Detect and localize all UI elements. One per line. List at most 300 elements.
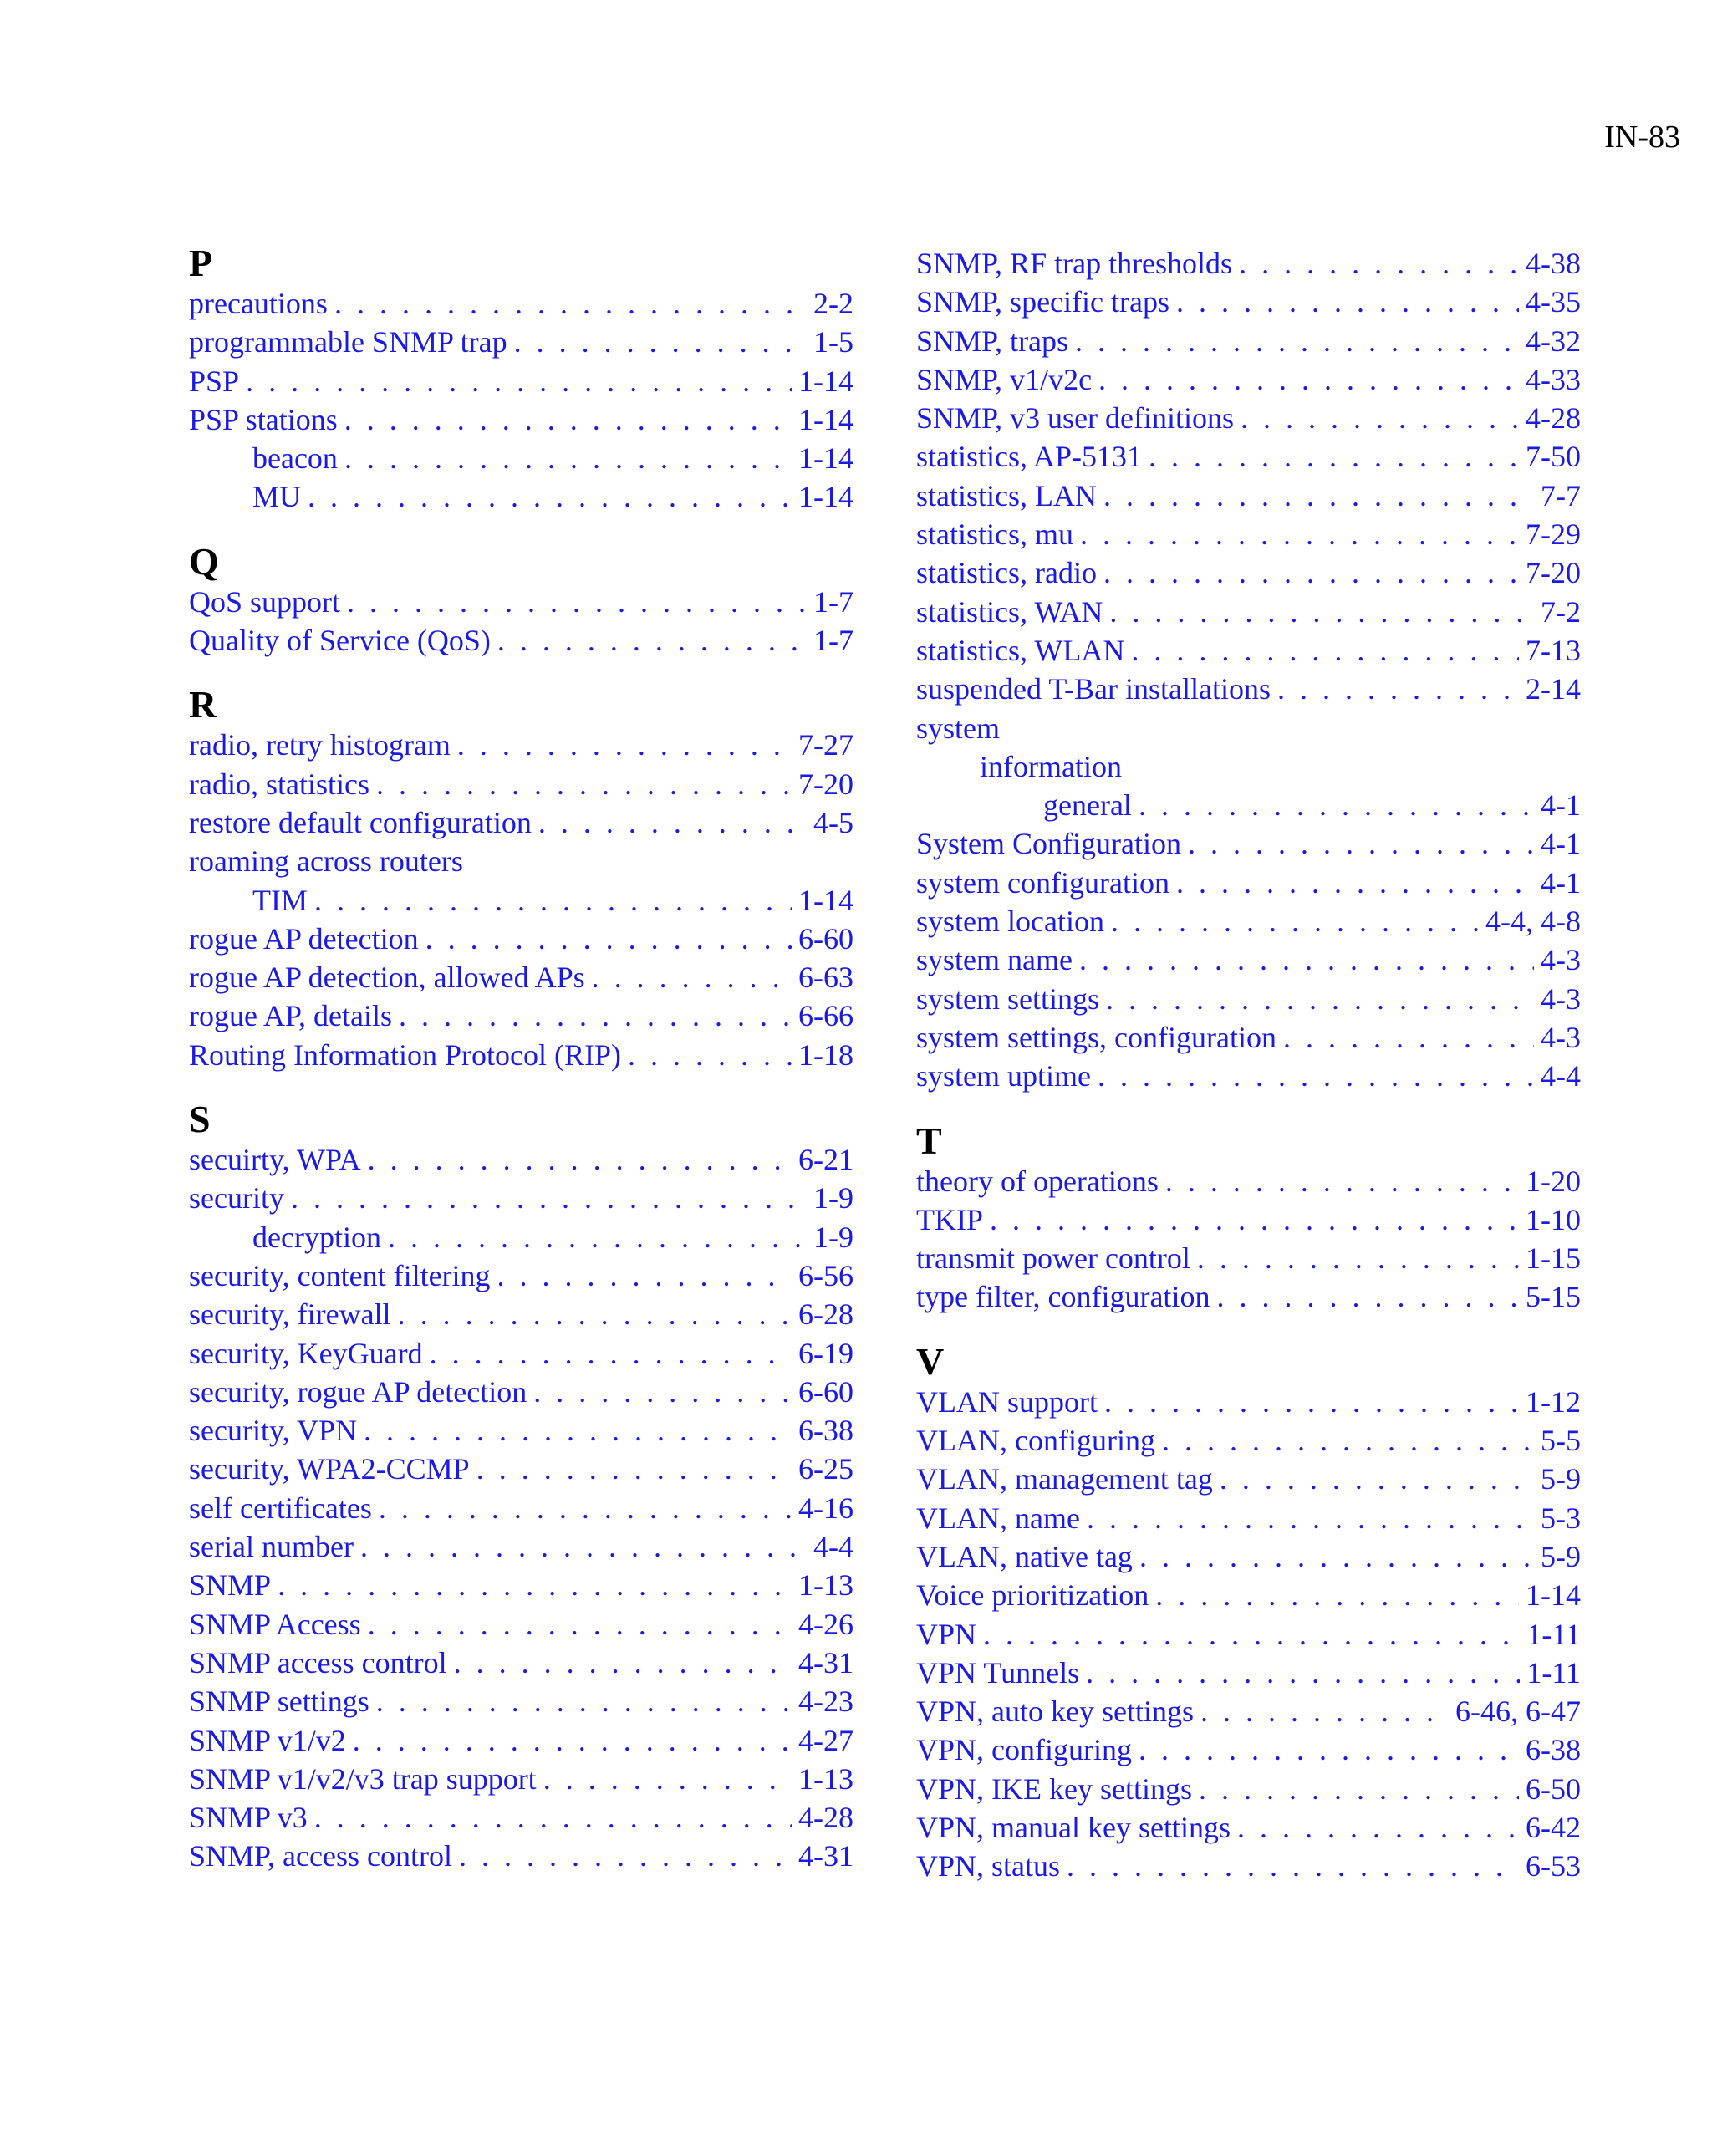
page-number: IN-83 [1604, 120, 1680, 155]
dot-leader [1165, 1162, 1519, 1200]
index-page-link[interactable]: 1-12 [1526, 1384, 1581, 1419]
index-term-link[interactable]: Routing Information Protocol (RIP) [189, 1037, 621, 1072]
index-term-link[interactable]: security, rogue AP detection [189, 1374, 527, 1409]
index-page-link[interactable]: 6-38 [798, 1414, 853, 1448]
index-term-link[interactable]: rogue AP, details [189, 999, 392, 1033]
dot-leader [353, 1721, 792, 1760]
index-term-link[interactable]: VLAN support [916, 1384, 1098, 1419]
dot-leader [1162, 1421, 1534, 1460]
index-page-link[interactable]: 6-21 [798, 1143, 853, 1177]
index-term-link[interactable]: VPN, IKE key settings [916, 1771, 1192, 1806]
index-entry[interactable] [189, 881, 853, 920]
index-entry[interactable] [189, 323, 853, 361]
index-term-link[interactable]: SNMP [189, 1568, 272, 1603]
dot-leader [398, 1295, 792, 1333]
index-term-link[interactable]: statistics, mu [916, 517, 1073, 552]
index-page-link[interactable]: 4-1 [1541, 865, 1581, 900]
index-term-link[interactable]: Voice prioritization [916, 1578, 1149, 1613]
index-term-link[interactable]: MU [252, 480, 302, 514]
dot-leader [1103, 477, 1534, 515]
index-entry[interactable] [916, 670, 1581, 708]
index-term-link[interactable]: SNMP v3 [189, 1801, 308, 1835]
index-page-link[interactable]: 1-14 [798, 883, 853, 917]
dot-leader [344, 400, 792, 439]
index-entry[interactable] [916, 1018, 1581, 1057]
index-entry[interactable] [916, 1730, 1581, 1769]
index-entry[interactable] [916, 1576, 1581, 1614]
index-entry[interactable] [916, 553, 1581, 592]
index-term-link[interactable]: rogue AP detection, allowed APs [189, 961, 585, 995]
index-entry[interactable] [916, 940, 1581, 979]
dot-leader [368, 1140, 792, 1179]
index-page-link[interactable]: 5-3 [1541, 1501, 1581, 1535]
index-term-link[interactable]: system name [916, 943, 1073, 977]
index-term-link[interactable]: TKIP [916, 1202, 983, 1236]
dot-leader [1086, 1654, 1520, 1692]
dot-leader [497, 621, 807, 660]
index-page-link[interactable]: 4-32 [1526, 324, 1581, 358]
index-page-link[interactable]: 1-10 [1526, 1202, 1581, 1236]
index-term-link[interactable]: theory of operations [916, 1164, 1159, 1198]
index-term-link[interactable]: system settings [916, 981, 1100, 1016]
index-term-link[interactable]: Quality of Service (QoS) [189, 624, 491, 658]
index-entry[interactable] [189, 1256, 853, 1295]
index-section [189, 244, 853, 517]
index-entry[interactable] [189, 920, 853, 958]
index-entry[interactable] [189, 726, 853, 764]
index-entry[interactable] [189, 1682, 853, 1720]
index-entry[interactable] [189, 1566, 853, 1604]
section-letter: V [916, 1339, 945, 1383]
index-entry[interactable] [916, 593, 1581, 631]
index-entry[interactable] [916, 322, 1581, 360]
dot-leader [1197, 1239, 1519, 1277]
index-entry[interactable] [916, 1460, 1581, 1498]
dot-leader [376, 765, 792, 803]
dot-leader [1149, 437, 1519, 476]
index-entry[interactable] [189, 583, 853, 621]
index-term-link[interactable]: SNMP, traps [916, 324, 1069, 358]
index-page-link[interactable]: 5-9 [1541, 1462, 1581, 1496]
index-term-link[interactable]: PSP stations [189, 402, 338, 436]
dot-leader [1109, 593, 1534, 631]
index-entry[interactable] [189, 1295, 853, 1333]
index-entry[interactable] [916, 1239, 1581, 1277]
index-page-link[interactable]: 4-27 [798, 1723, 853, 1757]
index-page-link[interactable]: 1-11 [1526, 1655, 1581, 1690]
index-term-link[interactable]: SNMP v1/v2/v3 trap support [189, 1761, 537, 1796]
dot-leader [364, 1411, 792, 1450]
index-term-link[interactable]: serial number [189, 1530, 354, 1564]
index-term-link[interactable]: SNMP, v3 user definitions [916, 401, 1235, 436]
index-page-link[interactable]: 4-4 [1541, 1059, 1581, 1093]
index-term-link[interactable]: statistics, AP-5131 [916, 440, 1143, 474]
index-term-link[interactable]: statistics, WLAN [916, 633, 1125, 667]
index-term-link[interactable]: SNMP Access [189, 1607, 361, 1641]
dot-leader [1067, 1847, 1519, 1885]
index-page-link[interactable]: 4-26 [798, 1607, 853, 1641]
index-page-link[interactable]: 7-2 [1541, 594, 1581, 629]
index-term-link[interactable]: system configuration [916, 865, 1169, 900]
index-term-link[interactable]: security, KeyGuard [189, 1336, 423, 1370]
index-page-link[interactable]: 6-60 [798, 1374, 853, 1409]
index-page-link[interactable]: 1-18 [798, 1037, 853, 1072]
index-page-link[interactable]: 6-50 [1526, 1771, 1581, 1806]
index-term-link[interactable]: self certificates [189, 1491, 372, 1525]
index-entry[interactable] [189, 400, 853, 439]
index-entry[interactable] [189, 1140, 853, 1179]
index-page-link[interactable]: 7-20 [798, 767, 853, 801]
index-term-link[interactable]: VLAN, native tag [916, 1539, 1133, 1573]
index-entry[interactable] [189, 1837, 853, 1875]
dot-leader [1098, 1057, 1534, 1095]
index-term-link[interactable]: statistics, WAN [916, 594, 1103, 629]
index-page-link[interactable]: 5-5 [1541, 1424, 1581, 1458]
dot-leader [1220, 1460, 1534, 1498]
index-entry[interactable] [189, 1411, 853, 1450]
index-term-link[interactable]: radio, retry histogram [189, 728, 451, 762]
dot-leader [1216, 1277, 1519, 1316]
index-page-link[interactable]: 4-28 [798, 1801, 853, 1835]
index-column-right [916, 244, 1581, 1886]
index-entry[interactable] [916, 1383, 1581, 1421]
index-page-link[interactable]: 4-3 [1541, 981, 1581, 1016]
dot-leader [457, 726, 792, 764]
index-page-link[interactable]: 1-15 [1526, 1241, 1581, 1276]
index-term-link[interactable]: System Configuration [916, 827, 1181, 861]
index-entry[interactable] [189, 362, 853, 400]
index-column-left [189, 244, 853, 1876]
index-entry[interactable] [189, 621, 853, 660]
index-entry[interactable] [916, 1847, 1581, 1885]
dot-leader [379, 1489, 792, 1527]
index-term-link[interactable]: PSP [189, 364, 240, 398]
index-entry[interactable] [916, 1692, 1581, 1730]
index-term-link[interactable]: QoS support [189, 584, 341, 619]
index-page-link[interactable]: 4-35 [1526, 285, 1581, 319]
dot-leader [291, 1179, 807, 1217]
index-entry[interactable] [189, 477, 853, 516]
index-page-link[interactable]: 1-7 [813, 584, 853, 619]
index-entry[interactable] [189, 1218, 853, 1256]
index-page-link[interactable]: 1-9 [813, 1181, 853, 1216]
index-term-link[interactable]: restore default configuration [189, 805, 532, 839]
index-page-link[interactable]: 7-13 [1526, 633, 1581, 667]
index-page-link[interactable]: 6-63 [798, 961, 853, 995]
index-term-link[interactable]: security, VPN [189, 1414, 357, 1448]
dot-leader [430, 1334, 792, 1373]
index-page-link[interactable]: 4-28 [1526, 401, 1581, 436]
index-section [189, 1100, 853, 1876]
index-entry[interactable] [916, 1057, 1581, 1095]
index-entry[interactable] [916, 631, 1581, 670]
index-entry[interactable] [189, 1036, 853, 1074]
index-entry[interactable] [189, 1527, 853, 1566]
index-entry[interactable] [916, 709, 1581, 747]
index-entry[interactable] [189, 284, 853, 323]
index-page-link[interactable]: 6-25 [798, 1452, 853, 1486]
index-section [916, 244, 1581, 1096]
index-term-link[interactable]: VPN Tunnels [916, 1655, 1080, 1690]
index-entry[interactable] [916, 980, 1581, 1018]
index-entry[interactable] [916, 1770, 1581, 1808]
index-page-link[interactable]: 1-9 [813, 1220, 853, 1254]
index-page-link[interactable]: 4-4, 4-8 [1485, 905, 1581, 939]
section-letter: P [189, 242, 213, 284]
index-entry[interactable] [916, 1808, 1581, 1847]
section-letter: T [916, 1119, 942, 1162]
index-entry[interactable] [916, 824, 1581, 863]
index-term-link[interactable]: roaming across routers [189, 844, 463, 879]
section-letter: Q [189, 539, 219, 583]
index-page-link[interactable]: 6-28 [798, 1297, 853, 1332]
index-term-link[interactable]: security, firewall [189, 1297, 391, 1332]
index-entry[interactable] [189, 803, 853, 842]
index-term-link[interactable]: VPN, status [916, 1849, 1061, 1883]
dot-leader [314, 881, 792, 920]
index-page-link[interactable]: 4-1 [1541, 827, 1581, 861]
index-page-link[interactable]: 4-5 [813, 805, 853, 839]
index-entry[interactable] [916, 477, 1581, 515]
dot-leader [1087, 1499, 1534, 1537]
index-entry[interactable] [189, 1489, 853, 1527]
index-page-link[interactable]: 4-4 [813, 1530, 853, 1564]
index-entry[interactable] [916, 1162, 1581, 1200]
dot-leader [1079, 940, 1534, 979]
index-entry[interactable] [916, 1421, 1581, 1460]
index-term-link[interactable]: statistics, LAN [916, 478, 1097, 512]
dot-leader [454, 1644, 792, 1682]
index-term-link[interactable]: suspended T-Bar installations [916, 672, 1271, 706]
index-term-link[interactable]: VLAN, management tag [916, 1462, 1213, 1496]
index-term-link[interactable]: VLAN, configuring [916, 1424, 1155, 1458]
dot-leader [360, 1527, 807, 1566]
index-term-link[interactable]: security, WPA2-CCMP [189, 1452, 470, 1486]
dot-leader [314, 1798, 792, 1837]
index-page-link[interactable]: 1-14 [798, 364, 853, 398]
index-page-link[interactable]: 4-33 [1526, 362, 1581, 396]
index-entry[interactable] [189, 1798, 853, 1837]
index-term-link[interactable]: SNMP, access control [189, 1839, 452, 1873]
dot-leader [1106, 980, 1534, 1018]
index-term-link[interactable]: TIM [252, 883, 308, 917]
index-page-link[interactable]: 4-23 [798, 1685, 853, 1719]
dot-leader [1080, 515, 1519, 553]
index-term-link[interactable]: secuirty, WPA [189, 1143, 361, 1177]
index-entry[interactable] [189, 958, 853, 996]
index-section [916, 1119, 1581, 1317]
index-term-link[interactable]: SNMP v1/v2 [189, 1723, 346, 1757]
index-page-link[interactable]: 6-60 [798, 921, 853, 956]
dot-leader [1176, 283, 1519, 321]
index-entry[interactable] [916, 1499, 1581, 1537]
index-page-link[interactable]: 7-29 [1526, 517, 1581, 552]
index-entry[interactable] [189, 1605, 853, 1644]
index-entry[interactable] [189, 439, 853, 477]
index-entry[interactable] [916, 864, 1581, 902]
dot-leader [1139, 786, 1534, 824]
index-term-link[interactable]: programmable SNMP trap [189, 325, 507, 359]
index-term-link[interactable]: VLAN, name [916, 1501, 1080, 1535]
index-entry[interactable] [189, 1450, 853, 1488]
dot-leader [533, 1373, 792, 1411]
dot-leader [347, 583, 807, 621]
index-page-link[interactable]: 4-16 [798, 1491, 853, 1525]
dot-leader [1277, 670, 1519, 708]
index-page-link[interactable]: 1-13 [798, 1568, 853, 1603]
index-page-link[interactable]: 6-19 [798, 1336, 853, 1370]
index-entry[interactable] [916, 399, 1581, 437]
index-entry[interactable] [189, 842, 853, 880]
dot-leader [538, 803, 807, 842]
dot-leader [308, 477, 792, 516]
index-page-link[interactable]: 1-14 [798, 402, 853, 436]
index-term-link[interactable]: radio, statistics [189, 767, 369, 801]
dot-leader [278, 1566, 792, 1604]
index-entry[interactable] [189, 1334, 853, 1373]
dot-leader [1176, 864, 1534, 902]
index-term-link[interactable]: SNMP, RF trap thresholds [916, 247, 1233, 280]
dot-leader [1241, 399, 1519, 437]
dot-leader [425, 920, 792, 958]
index-page-link[interactable]: 1-14 [798, 441, 853, 476]
index-entry[interactable] [916, 1537, 1581, 1576]
dot-leader [1199, 1770, 1519, 1808]
index-page-link[interactable]: 7-7 [1541, 478, 1581, 512]
index-page-link[interactable]: 1-14 [1526, 1578, 1581, 1613]
index-term-link[interactable]: security [189, 1181, 284, 1216]
index-term-link[interactable]: system uptime [916, 1059, 1091, 1093]
dot-leader [1139, 1730, 1519, 1769]
index-page-link[interactable]: 7-27 [798, 728, 853, 762]
dot-leader [990, 1200, 1519, 1239]
index-entry[interactable] [916, 1654, 1581, 1692]
dot-leader [376, 1682, 792, 1720]
index-page-link[interactable]: 7-20 [1526, 556, 1581, 590]
dot-leader [344, 439, 792, 477]
index-term-link[interactable]: SNMP, v1/v2c [916, 362, 1093, 396]
dot-leader [1104, 1383, 1519, 1421]
index-page-link[interactable]: 4-38 [1526, 247, 1581, 280]
index-page-link[interactable]: 6-66 [798, 999, 853, 1033]
dot-leader [1200, 1692, 1449, 1730]
index-entry[interactable] [916, 902, 1581, 940]
index-page-link[interactable]: 6-46, 6-47 [1455, 1695, 1581, 1729]
index-page-link[interactable]: 5-15 [1526, 1280, 1581, 1314]
dot-leader [1139, 1537, 1534, 1576]
index-term-link[interactable]: VPN, configuring [916, 1733, 1132, 1767]
index-entry[interactable] [189, 1179, 853, 1217]
index-term-link[interactable]: VPN, manual key settings [916, 1810, 1230, 1844]
index-entry[interactable] [916, 786, 1581, 824]
index-page-link[interactable]: 1-13 [798, 1761, 853, 1796]
index-entry[interactable] [189, 765, 853, 803]
index-entry[interactable] [916, 1277, 1581, 1316]
section-letter: R [189, 683, 217, 726]
index-page-link[interactable]: 1-20 [1526, 1164, 1581, 1198]
index-entry[interactable] [916, 515, 1581, 553]
index-page-link[interactable]: 4-3 [1541, 1020, 1581, 1054]
index-term-link[interactable]: precautions [189, 287, 328, 320]
index-page-link[interactable]: 4-1 [1541, 788, 1581, 823]
index-term-link[interactable]: SNMP access control [189, 1645, 447, 1679]
index-term-link[interactable]: beacon [252, 441, 338, 476]
dot-leader [1098, 360, 1519, 399]
index-term-link[interactable]: VPN, auto key settings [916, 1695, 1194, 1729]
index-term-link[interactable]: system settings, configuration [916, 1020, 1276, 1054]
index-entry[interactable] [916, 360, 1581, 399]
dot-leader [476, 1450, 792, 1488]
index-entry[interactable] [189, 996, 853, 1035]
index-page-link[interactable]: 6-38 [1526, 1733, 1581, 1767]
dot-leader [388, 1218, 807, 1256]
index-page-link[interactable]: 6-56 [798, 1258, 853, 1292]
dot-leader [514, 323, 807, 361]
index-entry[interactable] [189, 1373, 853, 1411]
dot-leader [1131, 631, 1519, 670]
index-page-link[interactable]: 6-42 [1526, 1810, 1581, 1844]
index-page-link[interactable]: 2-2 [813, 287, 853, 320]
index-term-link[interactable]: general [1043, 788, 1132, 823]
index-page-link[interactable]: 4-31 [798, 1839, 853, 1873]
index-page-link[interactable]: 2-14 [1526, 672, 1581, 706]
index-term-link[interactable]: rogue AP detection [189, 921, 419, 956]
section-letter: S [189, 1098, 211, 1141]
index-page-link[interactable]: 4-3 [1541, 943, 1581, 977]
index-term-link[interactable]: decryption [252, 1220, 381, 1254]
index-entry[interactable] [189, 1760, 853, 1798]
dot-leader [592, 958, 792, 996]
index-term-link[interactable]: type filter, configuration [916, 1280, 1210, 1314]
index-entry[interactable] [916, 1615, 1581, 1654]
dot-leader [334, 284, 807, 323]
index-term-link[interactable]: information [980, 749, 1122, 783]
index-entry[interactable] [189, 1721, 853, 1760]
index-entry[interactable] [916, 244, 1581, 283]
index-term-link[interactable]: security, content filtering [189, 1258, 491, 1292]
dot-leader [1239, 244, 1519, 283]
dot-leader [628, 1036, 792, 1074]
index-page-link[interactable]: 5-9 [1541, 1539, 1581, 1573]
index-term-link[interactable]: system location [916, 905, 1104, 939]
index-term-link[interactable]: transmit power control [916, 1241, 1190, 1276]
index-term-link[interactable]: VPN [916, 1617, 977, 1651]
index-page-link[interactable]: 4-31 [798, 1645, 853, 1679]
index-entry[interactable] [916, 283, 1581, 321]
dot-leader [399, 996, 792, 1035]
index-term-link[interactable]: statistics, radio [916, 556, 1097, 590]
index-entry[interactable] [916, 747, 1581, 786]
index-section [189, 539, 853, 660]
index-term-link[interactable]: SNMP settings [189, 1685, 369, 1719]
index-page-link[interactable]: 1-14 [798, 480, 853, 514]
index-entry[interactable] [916, 1200, 1581, 1239]
index-page-link[interactable]: 1-5 [813, 325, 853, 359]
dot-leader [246, 362, 792, 400]
index-term-link[interactable]: SNMP, specific traps [916, 285, 1169, 319]
index-entry[interactable] [189, 1644, 853, 1682]
index-page-link[interactable]: 1-11 [1526, 1617, 1581, 1651]
index-page-link[interactable]: 6-53 [1526, 1849, 1581, 1883]
dot-leader [368, 1605, 792, 1644]
dot-leader [1075, 322, 1519, 360]
index-entry[interactable] [916, 437, 1581, 476]
index-page-link[interactable]: 7-50 [1526, 440, 1581, 474]
index-page-link[interactable]: 1-7 [813, 624, 853, 658]
dot-leader [1237, 1808, 1519, 1847]
index-section [189, 683, 853, 1074]
index-term-link[interactable]: system [916, 711, 1001, 745]
